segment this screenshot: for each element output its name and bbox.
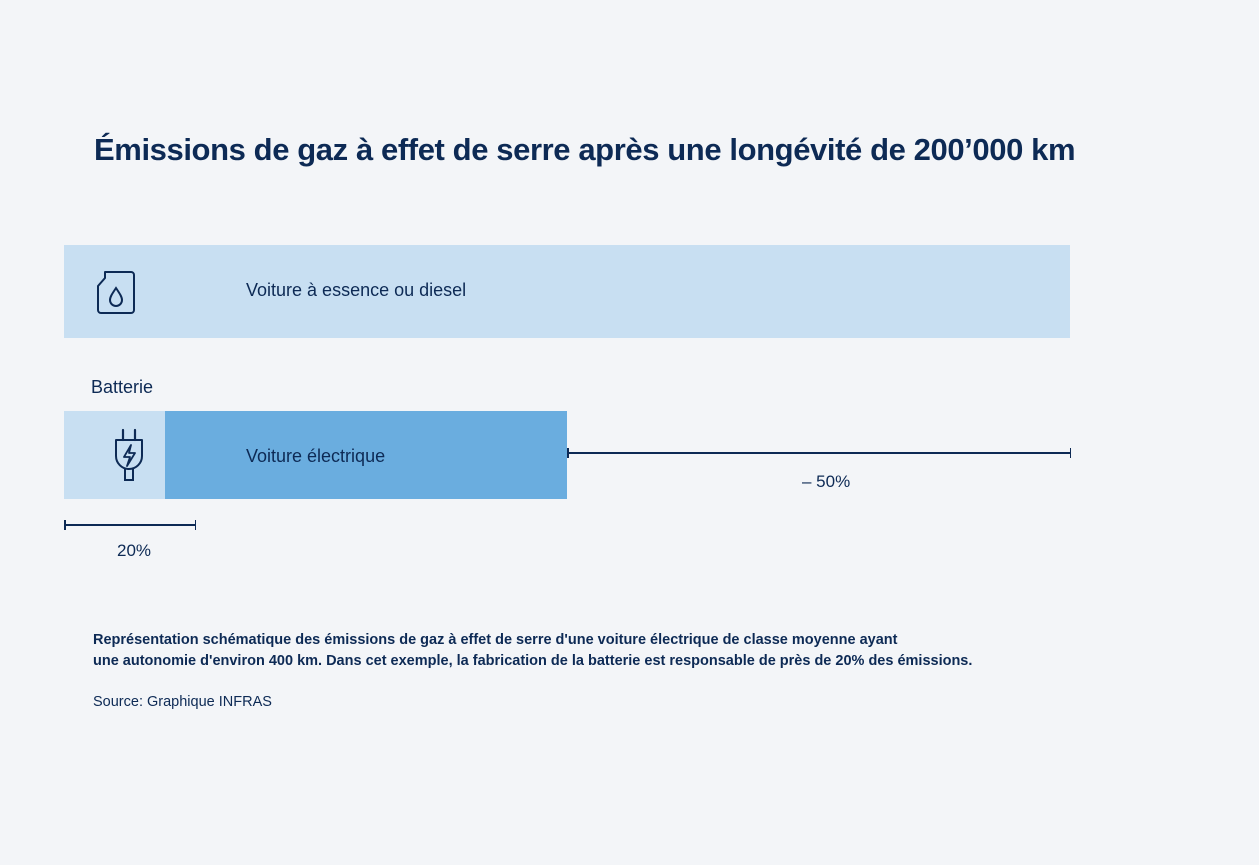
fuel-canister-icon: [95, 268, 137, 316]
chart-caption: [93, 630, 1093, 672]
reduction-label: – 50%: [802, 472, 851, 491]
battery-share-bracket: [64, 520, 196, 530]
bar-label-electric: Voiture électrique: [246, 446, 386, 466]
bar-label-fossil: Voiture à essence ou diesel: [246, 280, 467, 300]
source-note: Source: Graphique INFRAS: [93, 694, 272, 710]
reduction-bracket: [567, 448, 1071, 458]
battery-share-label: 20%: [117, 541, 152, 560]
chart-title: Émissions de gaz à effet de serre après une longévité de 200’000 km: [94, 132, 1076, 167]
electric-plug-icon: [112, 428, 146, 484]
caption-line-2: une autonomie d'environ 400 km. Dans cet exemple, la fabrication de la batterie est responsable de près de 20% des émissions.: [93, 653, 973, 669]
caption-line-1: Représentation schématique des émissions de gaz à effet de serre d'une voiture électrique de classe moyenne ayant: [93, 632, 898, 648]
segment-label-battery: Batterie: [91, 377, 154, 397]
bar-fossil-car: [64, 245, 1070, 338]
